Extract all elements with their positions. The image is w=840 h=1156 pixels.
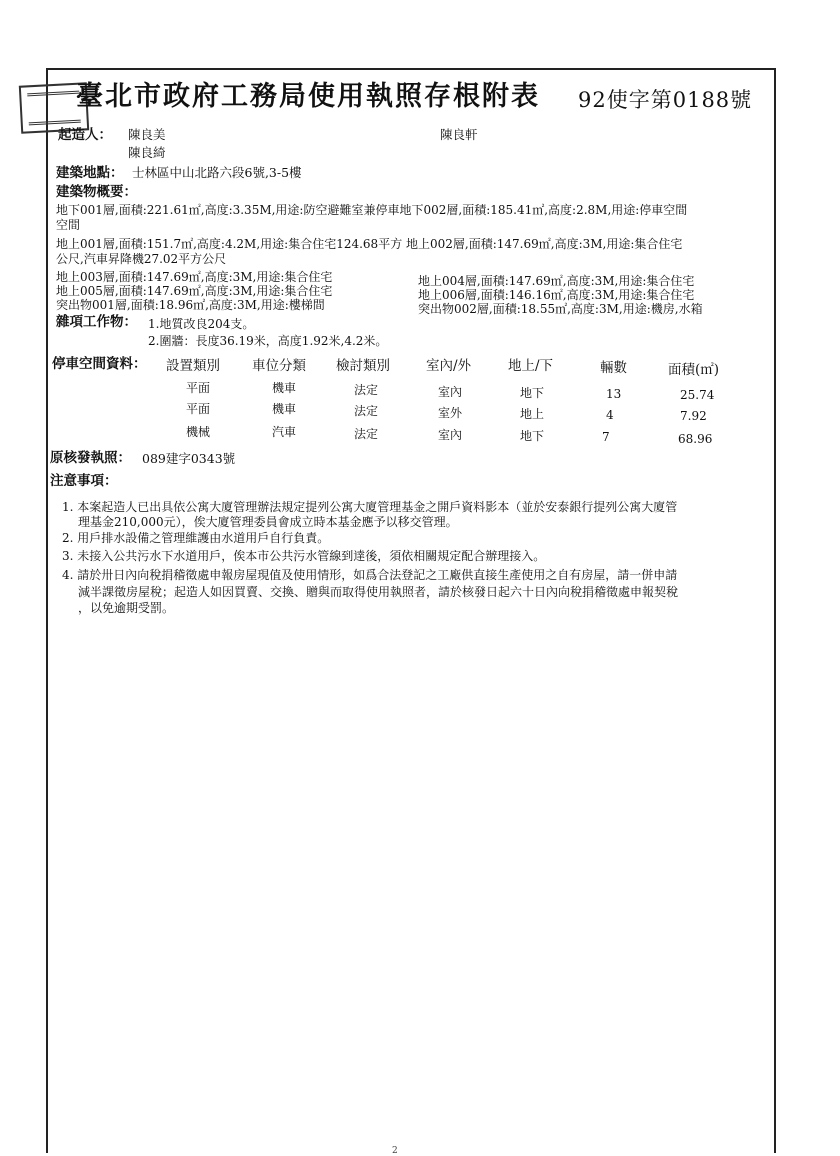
parking-header-5: 地上/下 <box>508 358 554 374</box>
parking-cell: 地下 <box>520 429 545 443</box>
note-line-1: 1. 本案起造人已出具依公寓大廈管理辦法規定提列公寓大廈管理基金之開戶資料影本（並於安泰銀行提列公寓大廈管 <box>62 500 678 514</box>
parking-cell: 平面 <box>186 381 211 395</box>
parking-header-2: 車位分類 <box>252 358 306 374</box>
parking-cell: 7.92 <box>680 409 707 423</box>
note-line-2: 理基金210,000元），俟大廈管理委員會成立時本基金應予以移交管理。 <box>78 515 458 529</box>
site-address: 士林區中山北路六段6號,3-5樓 <box>132 165 302 180</box>
floor-left-2: 地上005層,面積:147.69㎡,高度:3M,用途:集合住宅 <box>56 284 333 298</box>
parking-header-4: 室內/外 <box>426 358 472 374</box>
permit-number: 92使字第0188號 <box>578 88 753 112</box>
parking-cell: 68.96 <box>678 432 713 446</box>
overview-line-2: 空間 <box>56 218 81 232</box>
misc-item-2: 2.圍牆：長度36.19米，高度1.92米,4.2米。 <box>148 334 388 348</box>
notes-label: 注意事項： <box>50 473 118 489</box>
note-line-4: 3. 未接入公共污水下水道用戶，俟本市公共污水管線到達後，須依相關規定配合辦理接入。 <box>62 549 546 563</box>
overview-label: 建築物概要： <box>56 184 137 200</box>
parking-cell: 法定 <box>354 383 379 397</box>
note-line-6: 減半課徵房屋稅；起造人如因買賣、交換、贈與而取得使用執照者，請於核發日起六十日內向稅捐稽徵處申報契稅 <box>78 585 679 599</box>
original-permit-value: 089建字0343號 <box>142 451 236 466</box>
applicant-name-1: 陳良美 <box>128 127 166 142</box>
parking-cell: 機械 <box>186 425 211 439</box>
parking-cell: 法定 <box>354 427 379 441</box>
parking-cell: 機車 <box>272 381 297 395</box>
floor-right-2: 地上006層,面積:146.16㎡,高度:3M,用途:集合住宅 <box>418 288 695 302</box>
site-label: 建築地點： <box>56 165 124 181</box>
parking-header-3: 檢討類別 <box>336 358 390 374</box>
floor-right-3: 突出物002層,面積:18.55㎡,高度:3M,用途:機房,水箱 <box>418 302 703 316</box>
parking-header-7: 面積(㎡) <box>668 362 720 378</box>
note-line-7: ，以免逾期受罰。 <box>78 601 175 615</box>
parking-cell: 13 <box>606 387 622 401</box>
parking-cell: 平面 <box>186 402 211 416</box>
note-line-3: 2. 用戶排水設備之管理維護由水道用戶自行負責。 <box>62 531 330 545</box>
floor-right-1: 地上004層,面積:147.69㎡,高度:3M,用途:集合住宅 <box>418 274 695 288</box>
parking-header-1: 設置類別 <box>166 358 220 374</box>
overview-line-4: 公尺,汽車昇降機27.02平方公尺 <box>56 252 227 266</box>
floor-left-3: 突出物001層,面積:18.96㎡,高度:3M,用途:樓梯間 <box>56 298 325 312</box>
parking-cell: 法定 <box>354 404 379 418</box>
parking-cell: 地上 <box>520 407 545 421</box>
parking-label: 停車空間資料： <box>52 356 147 372</box>
misc-item-1: 1.地質改良204支。 <box>148 317 255 331</box>
note-line-5: 4. 請於卅日內向稅捐稽徵處申報房屋現值及使用情形，如爲合法登記之工廠供直接生產使用之自有房屋，請一併申請 <box>62 568 678 582</box>
parking-cell: 汽車 <box>272 425 297 439</box>
parking-cell: 室內 <box>438 428 463 442</box>
page-mark: 2 <box>392 1146 398 1156</box>
overview-line-1: 地下001層,面積:221.61㎡,高度:3.35M,用途:防空避難室兼停車地下002層,面積:185.41㎡,高度:2.8M,用途:停車空間 <box>56 203 688 217</box>
parking-cell: 地下 <box>520 386 545 400</box>
parking-cell: 7 <box>602 430 610 444</box>
misc-label: 雜項工作物： <box>56 314 137 330</box>
document-title: 臺北市政府工務局使用執照存根附表 <box>76 81 540 112</box>
applicant-name-3: 陳良軒 <box>440 127 478 142</box>
original-permit-label: 原核發執照： <box>50 450 131 466</box>
overview-line-3: 地上001層,面積:151.7㎡,高度:4.2M,用途:集合住宅124.68平方 地上002層,面積:147.69㎡,高度:3M,用途:集合住宅 <box>56 237 683 251</box>
parking-header-6: 輛數 <box>600 360 627 376</box>
parking-cell: 室內 <box>438 385 463 399</box>
parking-cell: 機車 <box>272 402 297 416</box>
applicant-name-2: 陳良綺 <box>128 145 166 160</box>
parking-cell: 室外 <box>438 406 463 420</box>
applicant-label: 起造人： <box>58 127 112 143</box>
floor-left-1: 地上003層,面積:147.69㎡,高度:3M,用途:集合住宅 <box>56 270 333 284</box>
parking-cell: 25.74 <box>680 388 715 402</box>
parking-cell: 4 <box>606 408 614 422</box>
